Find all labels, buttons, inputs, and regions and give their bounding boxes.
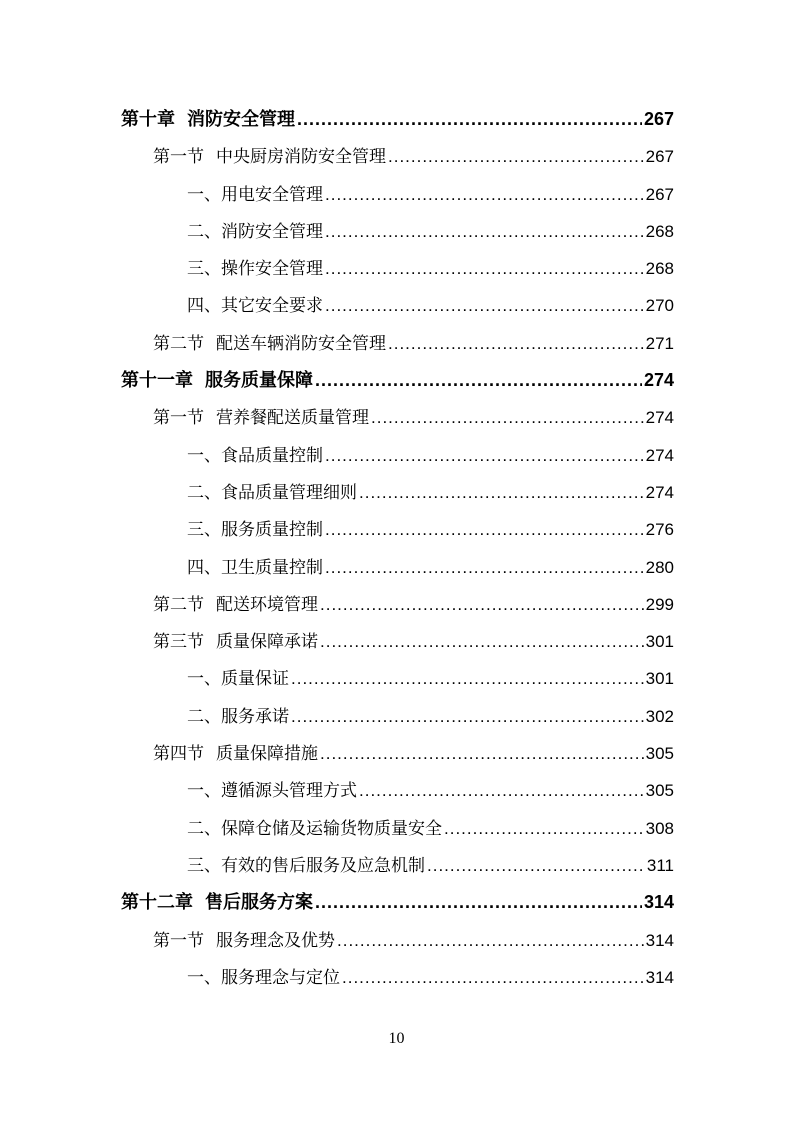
toc-subsection-row[interactable] (121, 772, 674, 809)
toc-entry-label (187, 475, 357, 512)
toc-subsection-row[interactable] (121, 660, 674, 697)
toc-entry-page: 274 (645, 482, 674, 502)
toc-dot-leader (337, 922, 644, 959)
toc-dot-leader (388, 325, 644, 362)
toc-entry-label (153, 736, 318, 773)
toc-dot-leader (315, 884, 642, 921)
toc-entry-page: 268 (645, 221, 674, 241)
toc-entry-title: 二、食品质量管理细则 (187, 482, 357, 503)
toc-dot-leader (297, 101, 642, 138)
toc-dot-leader (359, 474, 644, 511)
toc-entry-title: 一、用电安全管理 (187, 184, 323, 205)
toc-entry-title: 配送环境管理 (216, 594, 318, 615)
toc-entry-label (153, 139, 386, 176)
toc-entry-title: 三、服务质量控制 (187, 520, 323, 541)
toc-dot-leader (371, 399, 644, 436)
toc-section-row[interactable] (121, 325, 674, 362)
toc-entry-title: 二、保障仓储及运输货物质量安全 (187, 818, 442, 839)
toc-section-row[interactable] (121, 586, 674, 623)
toc-entry-label (187, 438, 323, 475)
toc-subsection-row[interactable] (121, 698, 674, 735)
page-number: 10 (388, 1030, 405, 1047)
toc-section-row[interactable] (121, 922, 674, 959)
toc-entry-title: 质量保障承诺 (216, 632, 318, 653)
toc-subsection-row[interactable] (121, 474, 674, 511)
toc-subsection-row[interactable] (121, 549, 674, 586)
toc-entry-label (187, 773, 357, 810)
toc-dot-leader (444, 810, 644, 847)
toc-entry-title: 质量保障措施 (216, 744, 318, 765)
toc-entry-title: 一、服务理念与定位 (187, 967, 340, 988)
toc-entry-label (121, 101, 295, 138)
toc-subsection-row[interactable] (121, 511, 674, 548)
toc-entry-label (187, 251, 323, 288)
toc-dot-leader (325, 437, 644, 474)
toc-subsection-row[interactable] (121, 437, 674, 474)
toc-entry-page: 270 (645, 296, 674, 316)
toc-chapter-row[interactable] (121, 362, 674, 399)
toc-entry-title: 售后服务方案 (205, 892, 313, 914)
toc-entry-number: 第十一章 (121, 370, 193, 392)
toc-entry-number: 第一节 (153, 930, 204, 951)
toc-entry-label (187, 960, 340, 997)
toc-entry-label (121, 884, 313, 921)
toc-entry-title: 四、其它安全要求 (187, 296, 323, 317)
toc-entry-title: 二、消防安全管理 (187, 221, 323, 242)
toc-entry-page: 267 (645, 184, 674, 204)
toc-entry-title: 一、遵循源头管理方式 (187, 781, 357, 802)
toc-entry-title: 一、食品质量控制 (187, 445, 323, 466)
toc-subsection-row[interactable] (121, 176, 674, 213)
toc-entry-title: 三、操作安全管理 (187, 259, 323, 280)
toc-entry-number: 第二节 (153, 333, 204, 354)
toc-dot-leader (320, 623, 644, 660)
toc-chapter-row[interactable] (121, 101, 674, 138)
toc-entry-page: 301 (645, 669, 674, 689)
toc-entry-page: 314 (645, 930, 674, 950)
toc-chapter-row[interactable] (121, 884, 674, 921)
toc-entry-title: 四、卫生质量控制 (187, 557, 323, 578)
toc-entry-label (153, 923, 335, 960)
toc-entry-page: 311 (646, 855, 674, 875)
toc-entry-label (187, 288, 323, 325)
toc-dot-leader (320, 735, 644, 772)
toc-section-row[interactable] (121, 138, 674, 175)
toc-dot-leader (388, 138, 644, 175)
toc-entry-page: 280 (645, 557, 674, 577)
toc-section-row[interactable] (121, 623, 674, 660)
toc-entry-page: 299 (645, 594, 674, 614)
toc-entry-title: 营养餐配送质量管理 (216, 408, 369, 429)
toc-entry-number: 第十章 (121, 109, 175, 130)
toc-entry-label (187, 811, 442, 848)
toc-subsection-row[interactable] (121, 213, 674, 250)
toc-entry-page: 274 (643, 370, 674, 391)
toc-entry-page: 314 (645, 967, 674, 987)
toc-entry-page: 268 (645, 259, 674, 279)
toc-entry-number: 第一节 (153, 147, 204, 168)
toc-entry-page: 271 (645, 333, 674, 353)
toc-entry-label (187, 177, 323, 214)
toc-dot-leader (325, 213, 644, 250)
toc-entry-page: 314 (643, 892, 674, 913)
toc-entry-page: 276 (645, 520, 674, 540)
toc-entry-page: 267 (645, 147, 674, 167)
toc-entry-title: 服务质量保障 (205, 370, 313, 392)
toc-entry-label (153, 400, 369, 437)
toc-entry-page: 302 (645, 706, 674, 726)
toc-entry-page: 308 (645, 818, 674, 838)
toc-entry-title: 二、服务承诺 (187, 706, 289, 727)
toc-dot-leader (359, 772, 644, 809)
toc-entry-number: 第十二章 (121, 892, 193, 914)
toc-entry-label (153, 326, 386, 363)
toc-entry-label (153, 624, 318, 661)
table-of-contents (121, 101, 674, 996)
toc-entry-title: 消防安全管理 (187, 109, 295, 130)
toc-entry-number: 第三节 (153, 632, 204, 653)
toc-entry-page: 301 (645, 632, 674, 652)
toc-entry-page: 274 (645, 408, 674, 428)
toc-entry-title: 服务理念及优势 (216, 930, 335, 951)
toc-dot-leader (325, 549, 644, 586)
toc-dot-leader (325, 176, 644, 213)
toc-subsection-row[interactable] (121, 287, 674, 324)
toc-section-row[interactable] (121, 735, 674, 772)
toc-entry-label (187, 848, 425, 885)
toc-entry-label (187, 214, 323, 251)
toc-subsection-row[interactable] (121, 250, 674, 287)
toc-entry-title: 三、有效的售后服务及应急机制 (187, 855, 425, 876)
toc-entry-number: 第四节 (153, 744, 204, 765)
toc-entry-title: 一、质量保证 (187, 669, 289, 690)
toc-entry-number: 第二节 (153, 594, 204, 615)
toc-entry-label (121, 362, 313, 399)
toc-entry-label (187, 699, 289, 736)
toc-entry-page: 305 (645, 744, 674, 764)
toc-dot-leader (342, 959, 644, 996)
toc-dot-leader (320, 586, 644, 623)
toc-section-row[interactable] (121, 399, 674, 436)
toc-entry-label (153, 587, 318, 624)
toc-dot-leader (315, 362, 642, 399)
toc-dot-leader (325, 511, 644, 548)
toc-dot-leader (325, 250, 644, 287)
toc-entry-page: 305 (645, 781, 674, 801)
toc-entry-label (187, 661, 289, 698)
toc-dot-leader (291, 698, 644, 735)
toc-subsection-row[interactable] (121, 810, 674, 847)
toc-entry-title: 配送车辆消防安全管理 (216, 333, 386, 354)
toc-entry-title: 中央厨房消防安全管理 (216, 147, 386, 168)
toc-entry-label (187, 550, 323, 587)
toc-entry-page: 274 (645, 445, 674, 465)
toc-subsection-row[interactable] (121, 959, 674, 996)
toc-entry-label (187, 512, 323, 549)
toc-entry-number: 第一节 (153, 408, 204, 429)
toc-dot-leader (291, 660, 644, 697)
toc-subsection-row[interactable] (121, 847, 674, 884)
toc-dot-leader (325, 287, 644, 324)
toc-entry-page: 267 (643, 109, 674, 129)
toc-dot-leader (427, 847, 645, 884)
